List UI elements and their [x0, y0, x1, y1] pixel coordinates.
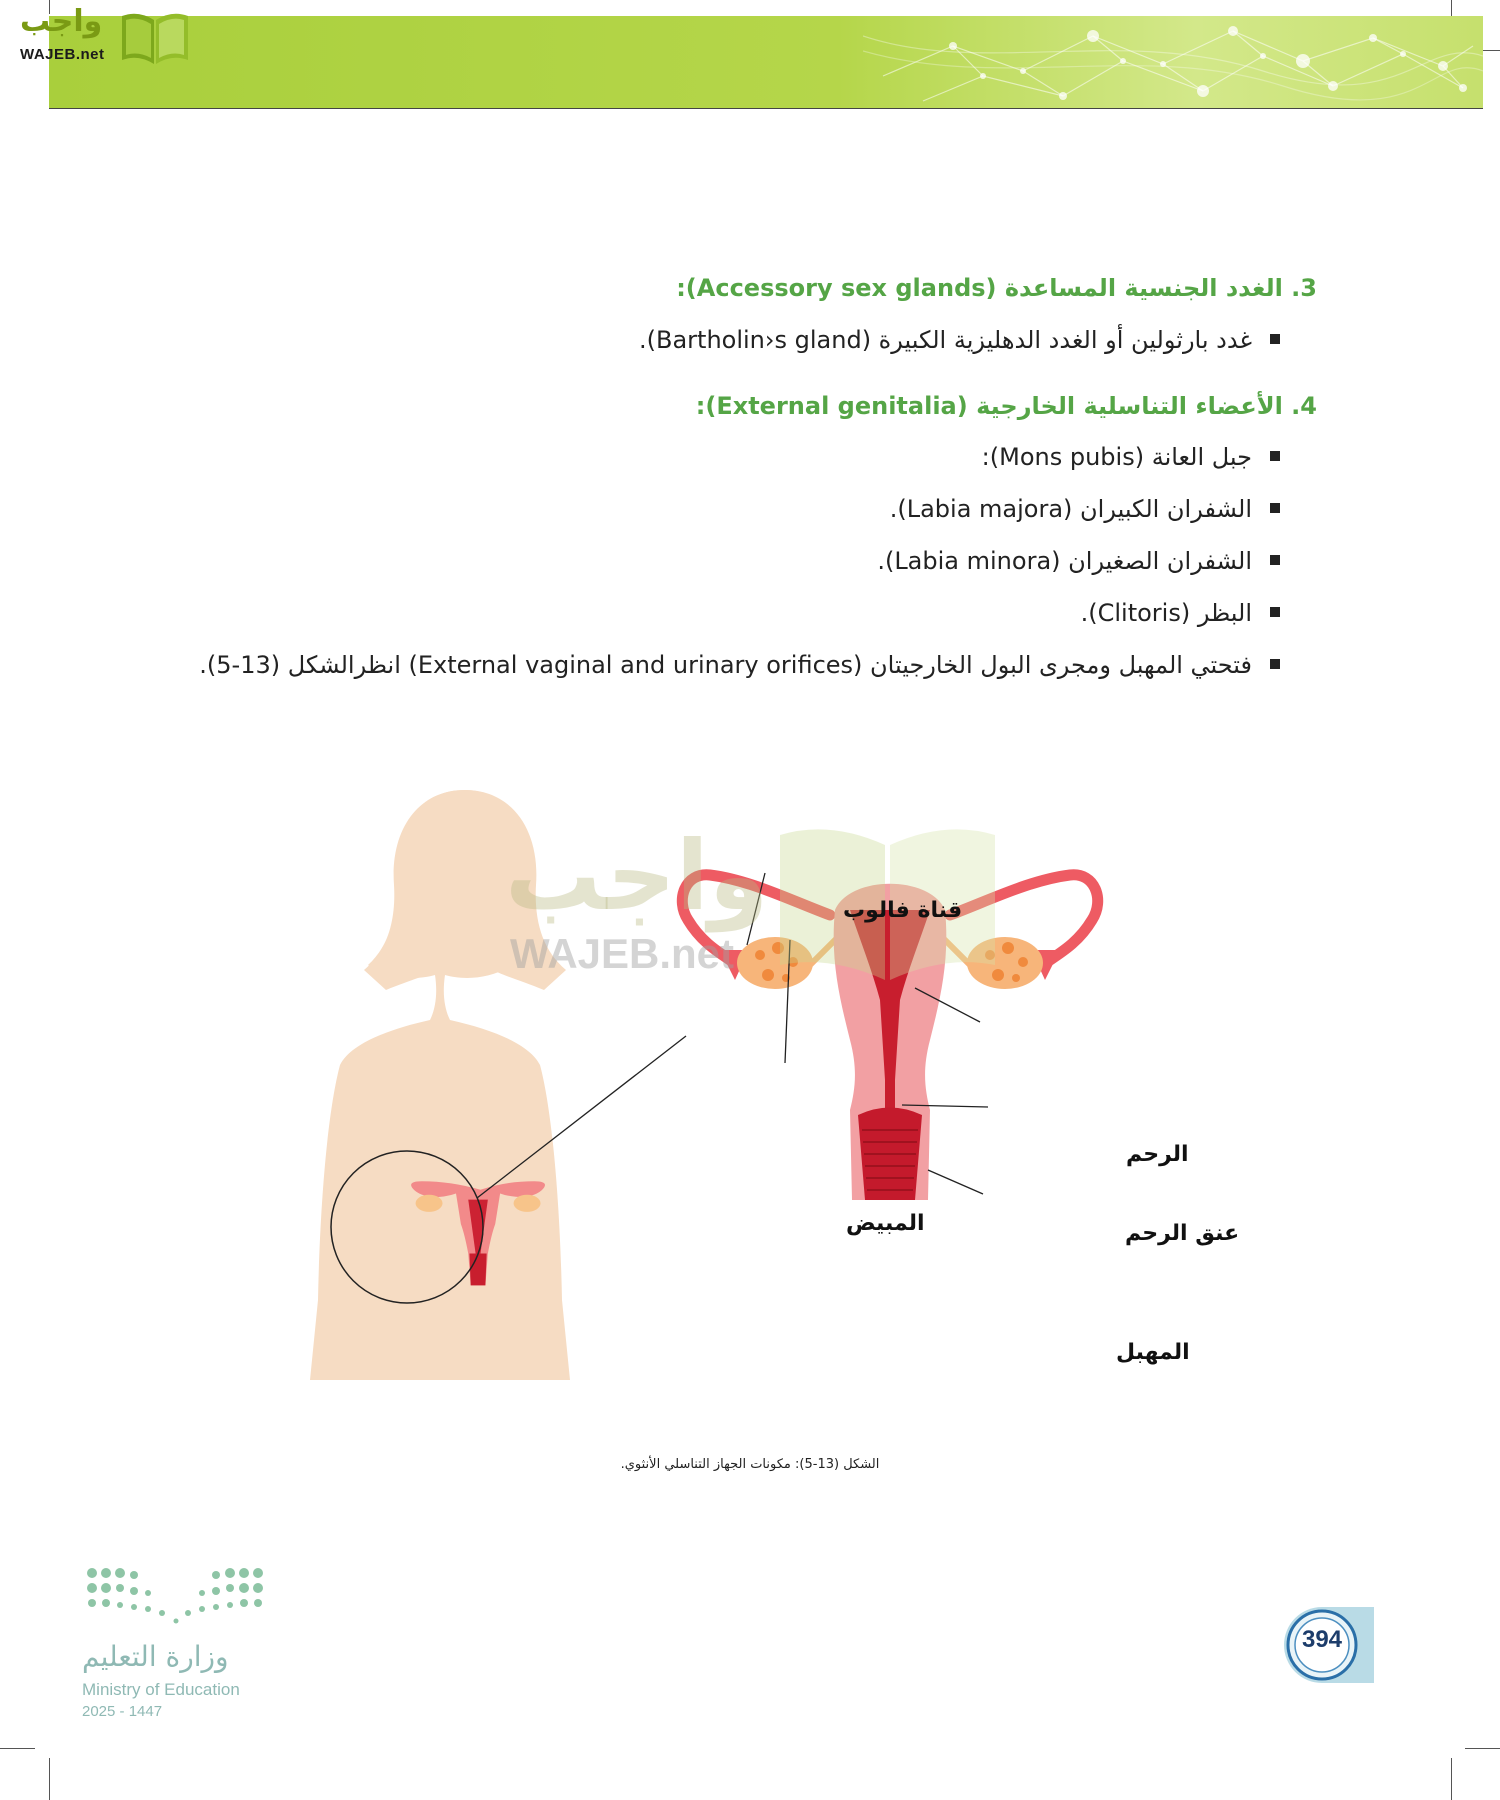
- bullet-icon: [1270, 503, 1280, 513]
- figure-caption: الشكل (13-5): مكونات الجهاز التناسلي الأنثوي.: [620, 1457, 880, 1472]
- list-item: [199, 650, 1280, 680]
- list-item-text: جبل العانة (Mons pubis):: [981, 443, 1252, 471]
- list-item-text: غدد بارثولين أو الغدد الدهليزية الكبيرة (Bartholin›s gland).: [639, 326, 1252, 354]
- logo-arabic-text: واجب: [20, 4, 103, 39]
- ministry-year: 2025 - 1447: [82, 1703, 163, 1720]
- list-item: [877, 546, 1280, 576]
- list-item-text: فتحتي المهبل ومجرى البول الخارجيتان (External vaginal and urinary orifices) انظرالشكل (13-5).: [199, 651, 1252, 679]
- book-icon: [118, 6, 192, 68]
- list-item-text: الشفران الصغيران (Labia minora).: [877, 547, 1252, 575]
- ministry-english-name: Ministry of Education: [82, 1680, 240, 1699]
- bullet-icon: [1270, 555, 1280, 565]
- network-pattern: [863, 16, 1483, 108]
- section-4-heading: 4. الأعضاء التناسلية الخارجية (External genitalia):: [695, 392, 1317, 420]
- label-fallopian-tube: قناة فالوب: [843, 898, 963, 923]
- bullet-icon: [1270, 607, 1280, 617]
- ministry-logo-icon: [80, 1563, 270, 1627]
- watermark-latin: WAJEB.net: [510, 930, 735, 977]
- list-item: [982, 442, 1280, 472]
- wajeb-logo[interactable]: [8, 4, 188, 66]
- label-vagina: المهبل: [1116, 1340, 1190, 1365]
- list-item: [890, 494, 1280, 524]
- bullet-icon: [1270, 451, 1280, 461]
- list-item: [639, 325, 1280, 355]
- watermark-arabic: واجب: [505, 820, 769, 932]
- label-ovary: المبيض: [846, 1211, 925, 1236]
- list-item-text: البظر (Clitoris).: [1080, 599, 1252, 627]
- list-item-text: الشفران الكبيران (Labia majora).: [889, 495, 1252, 523]
- label-uterus: الرحم: [1126, 1142, 1189, 1167]
- ministry-arabic-name: وزارة التعليم: [82, 1640, 229, 1673]
- bullet-icon: [1270, 659, 1280, 669]
- logo-latin-text: WAJEB.net: [20, 46, 105, 63]
- section-3-heading: 3. الغدد الجنسية المساعدة (Accessory sex glands):: [676, 274, 1317, 302]
- list-item: [1081, 598, 1280, 628]
- label-cervix: عنق الرحم: [1125, 1221, 1240, 1246]
- header-band: [49, 16, 1483, 109]
- page-number: 394: [1301, 1626, 1343, 1653]
- bullet-icon: [1270, 334, 1280, 344]
